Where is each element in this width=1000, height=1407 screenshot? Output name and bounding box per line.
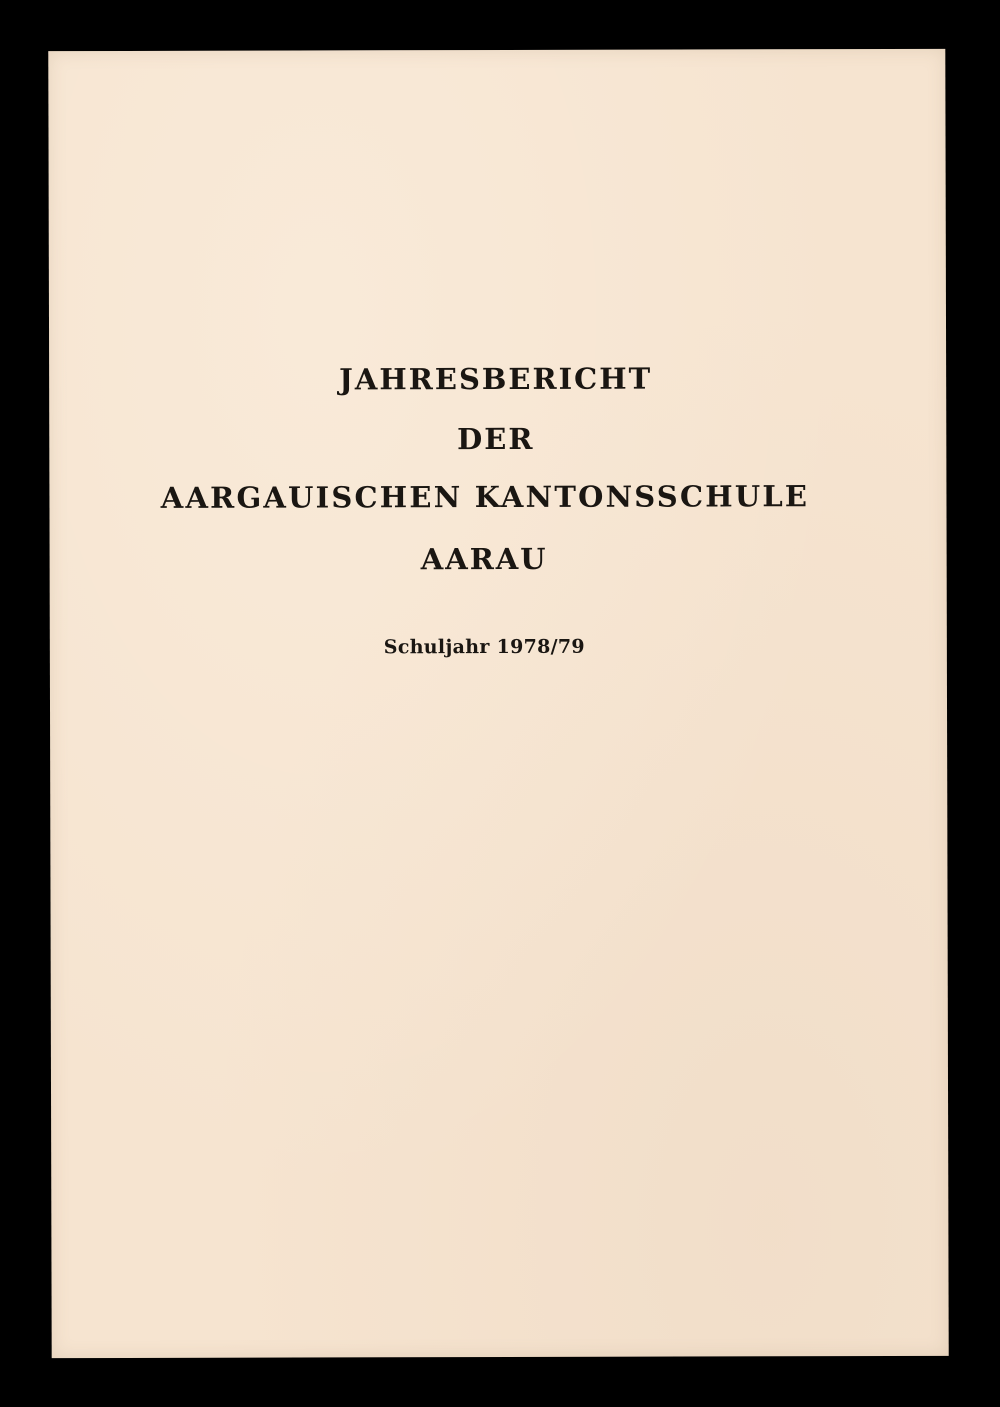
title-line-school-name: AARGAUISCHEN KANTONSSCHULE: [160, 479, 810, 515]
title-block: [48, 49, 945, 659]
title-line-city: AARAU: [420, 541, 548, 577]
title-line-der: DER: [457, 421, 535, 457]
title-line-jahresbericht: JAHRESBERICHT: [339, 361, 653, 397]
document-page: [48, 49, 948, 1358]
school-year-subtitle: Schuljahr 1978/79: [383, 635, 585, 659]
